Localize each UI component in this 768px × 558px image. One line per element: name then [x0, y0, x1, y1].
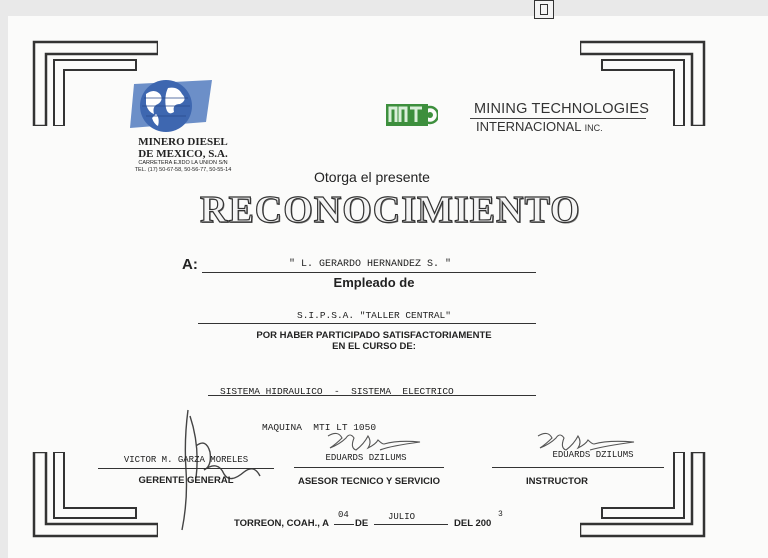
corner-frame-bottom-right: [580, 452, 710, 542]
signature-scribble-1: [168, 406, 268, 534]
employer-label: Empleado de: [333, 275, 415, 290]
date-de: DE: [355, 518, 369, 529]
course-intro-line1: POR HABER PARTICIPADO SATISFACTORIAMENTE: [256, 330, 492, 341]
signature-name-3: EDUARDS DZILUMS: [552, 450, 634, 460]
course-name-line2: MAQUINA MTI LT 1050: [262, 422, 377, 433]
date-month: JULIO: [388, 512, 416, 522]
employer-value: S.I.P.S.A. "TALLER CENTRAL": [297, 310, 451, 321]
left-company-name-line1: MINERO DIESEL: [138, 136, 228, 148]
right-company-name-line2: [476, 119, 603, 134]
left-company-phone: TEL. (17) 50-67-58, 50-56-77, 50-55-14: [134, 167, 232, 173]
date-year-label: DEL 200: [454, 518, 492, 529]
date-day: 04: [338, 510, 349, 520]
right-company-name-line1: MINING TECHNOLOGIES: [474, 101, 650, 117]
right-company-name-main: INTERNACIONAL: [476, 119, 581, 134]
recipient-label: A:: [182, 256, 198, 273]
date-year-digit: 3: [498, 510, 503, 519]
signature-title-1: GERENTE GENERAL: [138, 475, 234, 486]
left-company-block: [98, 136, 268, 174]
corner-frame-bottom-left: [28, 452, 158, 542]
signature-name-1: VICTOR M. GARZA MORELES: [123, 455, 249, 465]
certificate-page: [8, 16, 768, 558]
certificate-title: RECONOCIMIENTO: [200, 189, 581, 231]
course-name-line1: SISTEMA HIDRAULICO - SISTEMA ELECTRICO: [220, 386, 454, 397]
signature-name-2: EDUARDS DZILUMS: [325, 453, 407, 463]
mti-logo-icon: [386, 102, 438, 128]
folder-tab-marker: [534, 0, 554, 19]
left-company-name-line2: DE MEXICO, S.A.: [138, 148, 228, 160]
globe-logo-icon: [120, 78, 216, 134]
recipient-name: " L. GERARDO HERNANDEZ S. ": [288, 259, 452, 270]
signature-title-2: ASESOR TECNICO Y SERVICIO: [297, 476, 440, 487]
left-company-address: CARRETERA EJIDO LA UNION S/N: [138, 160, 228, 166]
course-intro: [198, 330, 550, 352]
right-company-suffix: INC.: [584, 123, 603, 133]
course-intro-line2: EN EL CURSO DE:: [332, 341, 416, 352]
grants-text: Otorga el presente: [314, 169, 430, 185]
date-place: TORREON, COAH., A: [234, 518, 330, 529]
signature-title-3: INSTRUCTOR: [525, 476, 589, 487]
